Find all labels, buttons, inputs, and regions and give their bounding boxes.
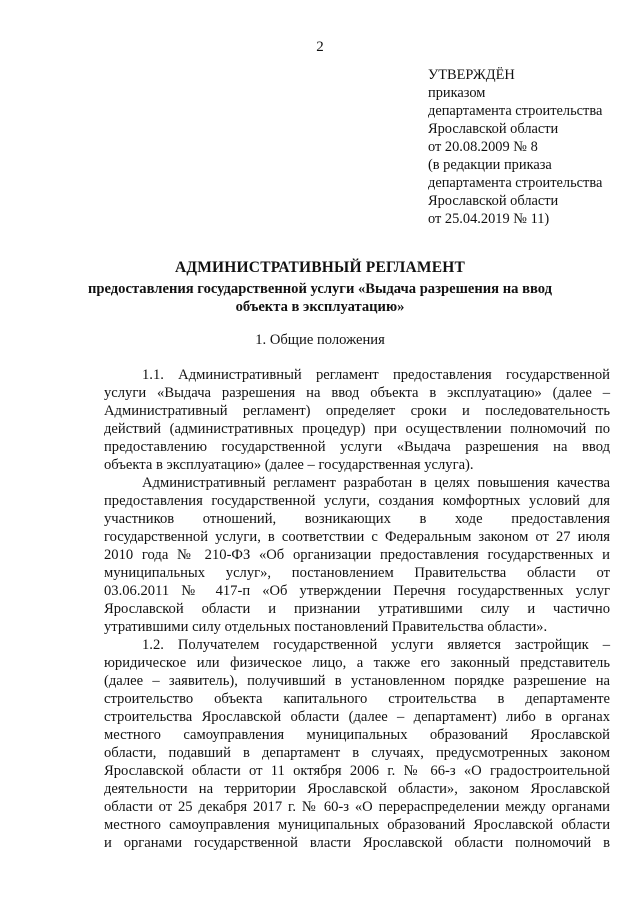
text-line: строительства Ярославской области (далее – департамент) либо в органах [104, 709, 610, 725]
text-line: 1.2. Получателем государственной услуги является застройщик – [142, 637, 610, 653]
text-line: деятельности на территории Ярославской области», законом Ярославской [104, 781, 610, 797]
text-line: Ярославской области от 11 октября 2006 г. № 66-з «О градостроительной [104, 763, 610, 779]
text-line: предоставлению государственной услуги «Выдача разрешения на ввод [104, 439, 610, 455]
text-line: объекта в эксплуатацию» (далее – государственная услуга). [104, 457, 474, 473]
page-number: 2 [316, 39, 324, 55]
text-line: местного самоуправления муниципальных образований Ярославской [104, 727, 610, 743]
approval-line: приказом [428, 85, 486, 101]
text-line: Административный регламент разработан в целях повышения качества [142, 475, 610, 491]
approval-line: от 20.08.2009 № 8 [428, 139, 538, 155]
approval-line: УТВЕРЖДЁН [428, 67, 515, 83]
text-line: строительство объекта капитального строительства в департаменте [104, 691, 610, 707]
subtitle-line: объекта в эксплуатацию» [235, 299, 405, 315]
text-line: предоставления государственной услуги, создания комфортных условий для [104, 493, 610, 509]
text-line: и органами государственной власти Ярославской области полномочий в [104, 835, 610, 851]
section-heading: 1. Общие положения [255, 332, 385, 348]
approval-line: (в редакции приказа [428, 157, 552, 173]
text-line: 2010 года № 210-ФЗ «Об организации предоставления государственных и [104, 547, 610, 563]
text-line: области, подавший в департамент в случаях, предусмотренных законом [104, 745, 610, 761]
text-line: участников отношений, возникающих в ходе предоставления [104, 511, 610, 527]
text-line: муниципальных услуг», постановлением Правительства области от [104, 565, 610, 581]
approval-line: департамента строительства [428, 103, 603, 119]
text-line: Административный регламент) определяет сроки и последовательность [104, 403, 610, 419]
approval-line: Ярославской области [428, 193, 559, 209]
document-title: АДМИНИСТРАТИВНЫЙ РЕГЛАМЕНТ [174, 259, 466, 276]
text-line: действий (административных процедур) при осуществлении полномочий по [104, 421, 610, 437]
subtitle-line: предоставления государственной услуги «Выдача разрешения на ввод [87, 281, 552, 297]
text-line: утратившими силу отдельных постановлений Правительства области». [104, 619, 548, 635]
text-line: (далее – заявитель), получивший в установленном порядке разрешение на [104, 673, 610, 689]
approval-line: департамента строительства [428, 175, 603, 191]
text-line: области от 25 декабря 2017 г. № 60-з «О перераспределении между органами [104, 799, 610, 815]
text-line: 1.1. Административный регламент предоставления государственной [142, 367, 610, 383]
text-line: местного самоуправления муниципальных образований Ярославской области [104, 817, 610, 833]
approval-block [428, 66, 633, 228]
text-line: юридическое или физическое лицо, а также его законный представитель [104, 655, 610, 671]
document-subtitle [60, 280, 580, 316]
text-line: услуги «Выдача разрешения на ввод объекта в эксплуатацию» (далее – [104, 385, 610, 401]
text-line: Ярославской области и признании утратившими силу и частично [104, 601, 610, 617]
text-line: государственной услуги, в соответствии с Федеральным законом от 27 июля [104, 529, 610, 545]
body-text [104, 366, 610, 852]
approval-line: Ярославской области [428, 121, 559, 137]
approval-line: от 25.04.2019 № 11) [428, 211, 550, 227]
text-line: 03.06.2011 № 417-п «Об утверждении Перечня государственных услуг [104, 583, 610, 599]
